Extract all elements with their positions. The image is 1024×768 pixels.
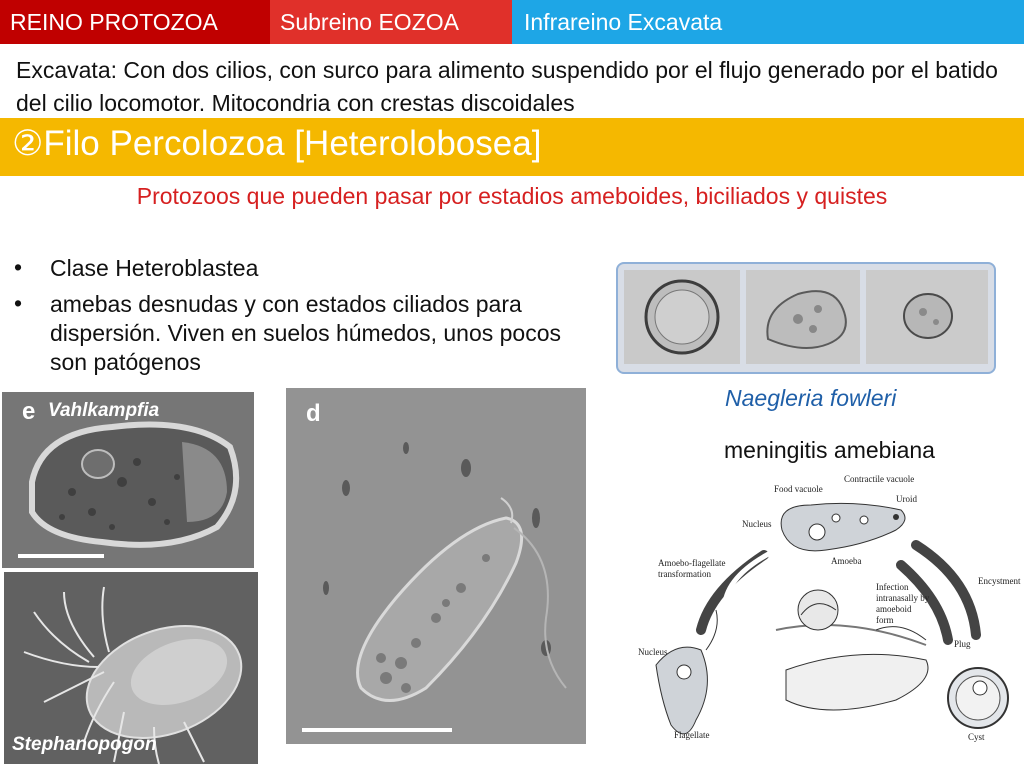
label-cyst: Cyst xyxy=(968,732,985,742)
stephanopogon-caption: Stephanopogon xyxy=(12,734,157,755)
label-infection-4: form xyxy=(876,615,894,625)
label-infection-2: intranasally by xyxy=(876,593,930,603)
flagellate-drawing xyxy=(286,388,586,744)
excavata-description: Excavata: Con dos cilios, con surco para alimento suspendido por el flujo generado por el batido del cilio locomotor. Mitocondria con crestas discoidales xyxy=(16,57,998,116)
flagellate-image xyxy=(286,388,586,744)
bullet-marker: • xyxy=(14,290,23,316)
panel-letter-e: e xyxy=(22,398,36,425)
naegleria-stages-drawing xyxy=(618,264,994,372)
label-plug: Plug xyxy=(954,639,971,649)
naegleria-life-cycle-diagram xyxy=(626,470,1024,768)
label-encystment: Encystment xyxy=(978,576,1021,586)
label-infection-1: Infection xyxy=(876,582,909,592)
label-transformation: transformation xyxy=(658,569,711,579)
label-infection-3: amoeboid xyxy=(876,604,912,614)
label-nucleus-top: Nucleus xyxy=(742,519,772,529)
kingdom-tab: REINO PROTOZOA xyxy=(0,0,270,44)
vahlkampfia-image xyxy=(2,392,254,568)
bullet-marker: • xyxy=(14,254,23,280)
naegleria-micrograph-strip xyxy=(616,262,996,374)
label-uroid: Uroid xyxy=(896,494,917,504)
subkingdom-tab: Subreino EOZOA xyxy=(270,0,512,44)
panel-letter-d: d xyxy=(306,400,321,427)
phylum-title: ②Filo Percolozoa [Heterolobosea] xyxy=(12,124,542,163)
label-amoeba: Amoeba xyxy=(831,556,862,566)
infrakingdom-tab: Infrareino Excavata xyxy=(512,0,1024,44)
vahlkampfia-caption: Vahlkampfia xyxy=(48,400,160,421)
label-contractile-vacuole: Contractile vacuole xyxy=(844,474,915,484)
label-nucleus-left: Nucleus xyxy=(638,647,668,657)
label-food-vacuole: Food vacuole xyxy=(774,484,823,494)
phylum-subtitle: Protozoos que pueden pasar por estadios ameboides, biciliados y quistes xyxy=(136,183,888,209)
life-cycle-drawing xyxy=(626,470,1024,768)
bullet-item-class: Clase Heteroblastea xyxy=(50,255,259,281)
naegleria-species-name: Naegleria fowleri xyxy=(725,385,897,411)
bullet-item-description: amebas desnudas y con estados ciliados para dispersión. Viven en suelos húmedos, unos pocos son patógenos xyxy=(50,291,562,375)
stephanopogon-image xyxy=(4,572,258,764)
naegleria-disease: meningitis amebiana xyxy=(724,437,935,463)
label-flagellate: Flagellate xyxy=(674,730,710,740)
label-amoebo-flagellate: Amoebo-flagellate xyxy=(658,558,726,568)
